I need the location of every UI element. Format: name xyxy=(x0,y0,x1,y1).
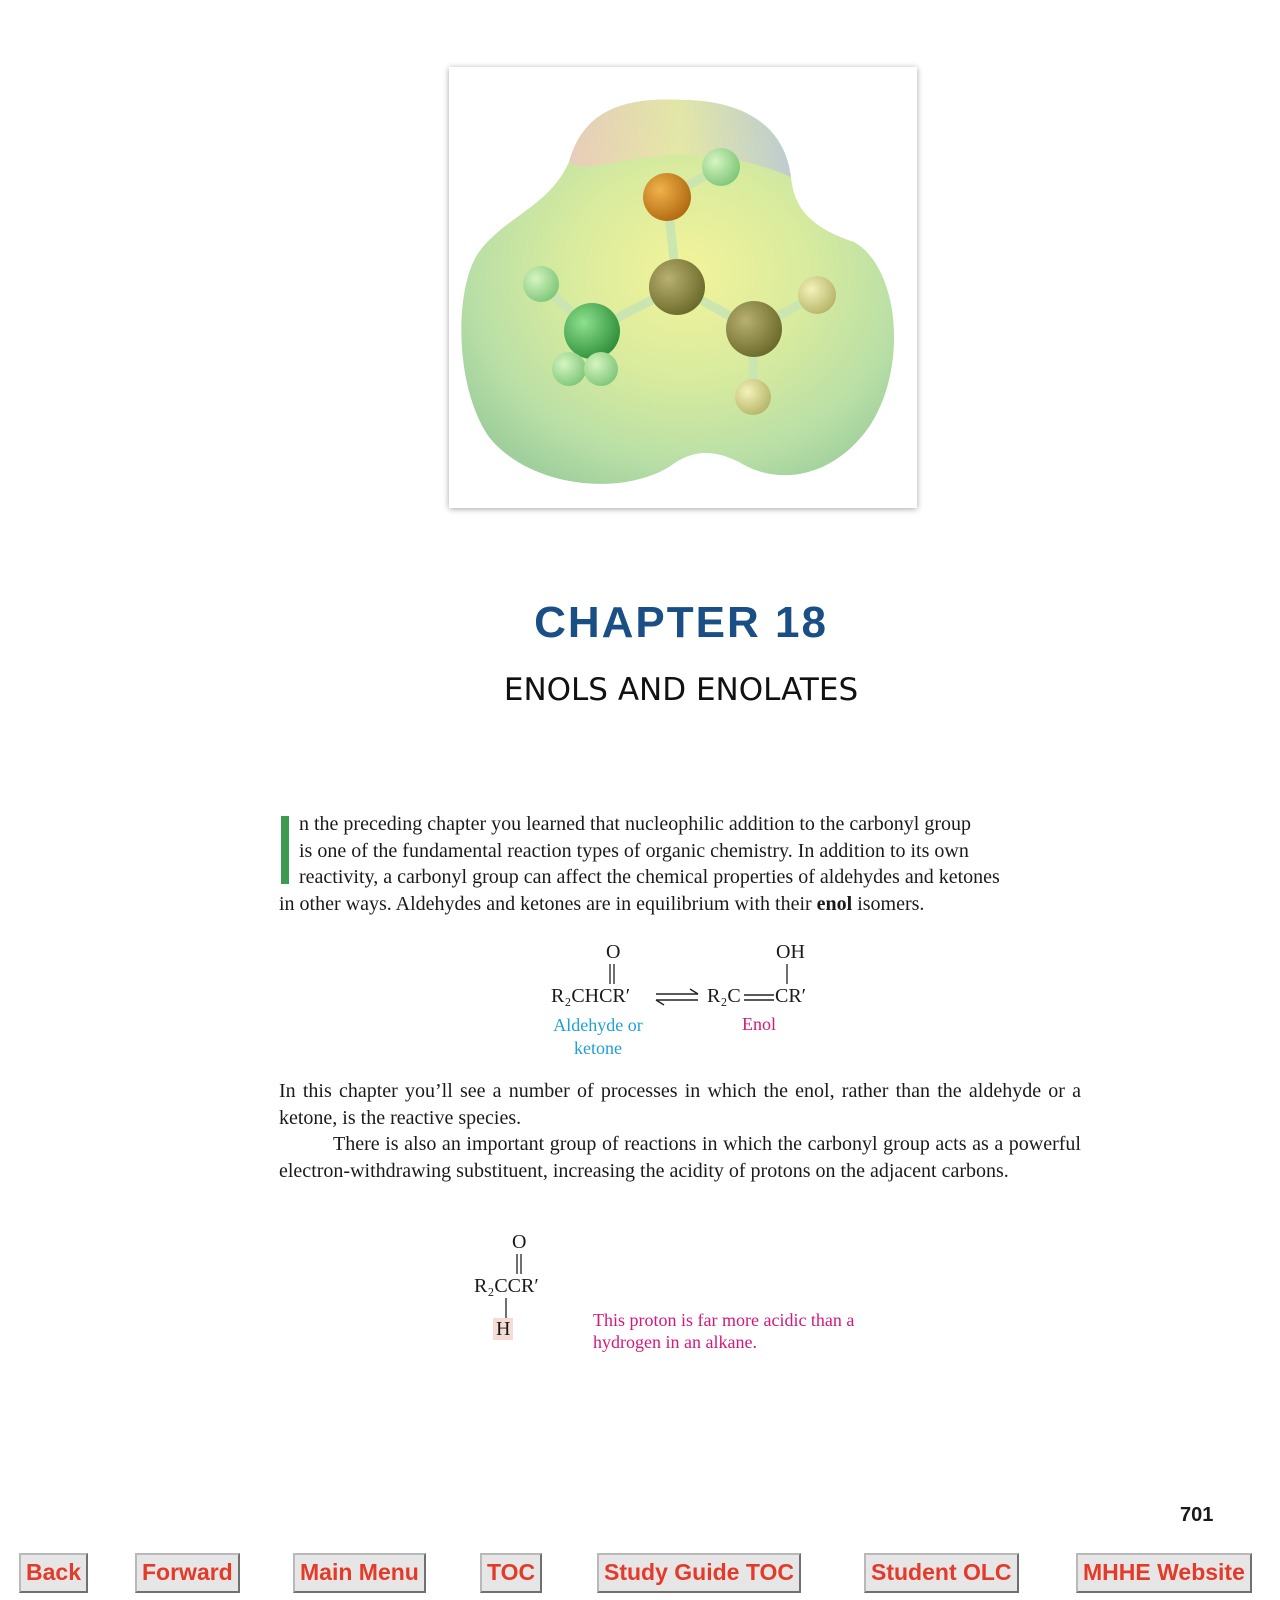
enol-formula-start: R₂C xyxy=(707,985,741,1007)
right-oxygen: OH xyxy=(776,941,805,963)
carbon-atom xyxy=(649,259,705,315)
double-bond-vertical xyxy=(608,964,616,984)
acidic-proton-highlight: H xyxy=(493,1318,513,1340)
intro-paragraph xyxy=(279,811,1081,918)
intro-line-4-end: isomers. xyxy=(852,893,925,916)
hydrogen-atom xyxy=(798,276,836,314)
intro-line-4-start: in other ways. Aldehydes and ketones are in equilibrium with their xyxy=(279,893,817,916)
enol-label: Enol xyxy=(742,1014,776,1034)
hydrogen-atom xyxy=(552,352,586,386)
hydrogen-atom xyxy=(702,148,740,186)
acidity-oxygen: O xyxy=(512,1231,527,1253)
carbonyl-double-bond xyxy=(515,1254,523,1274)
keto-label-line1: Aldehyde or xyxy=(553,1015,643,1035)
chapter-title: ENOLS AND ENOLATES xyxy=(503,672,859,708)
body-text xyxy=(279,1078,1081,1185)
ch-bond xyxy=(504,1298,508,1318)
mhhe-website-button[interactable]: MHHE Website xyxy=(1076,1553,1252,1593)
study-guide-toc-button[interactable]: Study Guide TOC xyxy=(597,1553,801,1593)
keto-formula: R₂CHCR′ xyxy=(551,985,631,1007)
keto-label xyxy=(544,1014,652,1060)
enol-formula-end: CR′ xyxy=(775,985,807,1007)
acidity-note-line2: hydrogen in an alkane. xyxy=(593,1332,757,1352)
paragraph-2: In this chapter you’ll see a number of processes in which the enol, rather than the aldehyde or a ketone, is the reactive species. xyxy=(279,1080,1081,1129)
cover-image xyxy=(449,67,917,508)
hydrogen-atom xyxy=(735,379,771,415)
chapter-label: CHAPTER 18 xyxy=(534,598,828,647)
hydrogen-atom xyxy=(584,352,618,386)
bold-term-enol: enol xyxy=(816,893,853,916)
back-button[interactable]: Back xyxy=(19,1553,88,1593)
left-oxygen: O xyxy=(606,941,621,963)
single-bond-vertical xyxy=(785,964,789,984)
acidity-formula: R₂CCR′ xyxy=(474,1275,539,1297)
carbon-atom xyxy=(564,303,620,359)
toc-button[interactable]: TOC xyxy=(480,1553,542,1593)
paragraph-3: There is also an important group of reactions in which the carbonyl group acts as a powerful electron-withdrawing substituent, increasing the acidity of protons on the adjacent carbons. xyxy=(279,1133,1081,1183)
intro-line-2: is one of the fundamental reaction types of organic chemistry. In addition to its own xyxy=(299,839,969,862)
intro-line-4 xyxy=(279,893,924,915)
forward-button[interactable]: Forward xyxy=(135,1553,240,1593)
acidity-note xyxy=(593,1309,854,1353)
equilibrium-arrows xyxy=(654,988,700,1006)
double-bond-horizontal xyxy=(744,993,774,1003)
page-number: 701 xyxy=(1180,1504,1214,1526)
keto-label-line2: ketone xyxy=(574,1038,622,1058)
acidic-proton xyxy=(493,1318,513,1341)
main-menu-button[interactable]: Main Menu xyxy=(293,1553,426,1593)
carbon-atom xyxy=(726,301,782,357)
intro-line-3: reactivity, a carbonyl group can affect the chemical properties of aldehydes and ketones xyxy=(299,866,1000,889)
electrostatic-potential-map-illustration xyxy=(449,67,917,508)
student-olc-button[interactable]: Student OLC xyxy=(864,1553,1019,1593)
oxygen-atom xyxy=(643,173,691,221)
hydrogen-atom xyxy=(523,266,559,302)
intro-line-1: n the preceding chapter you learned that nucleophilic addition to the carbonyl group xyxy=(299,813,971,835)
acidity-note-line1: This proton is far more acidic than a xyxy=(593,1310,855,1330)
